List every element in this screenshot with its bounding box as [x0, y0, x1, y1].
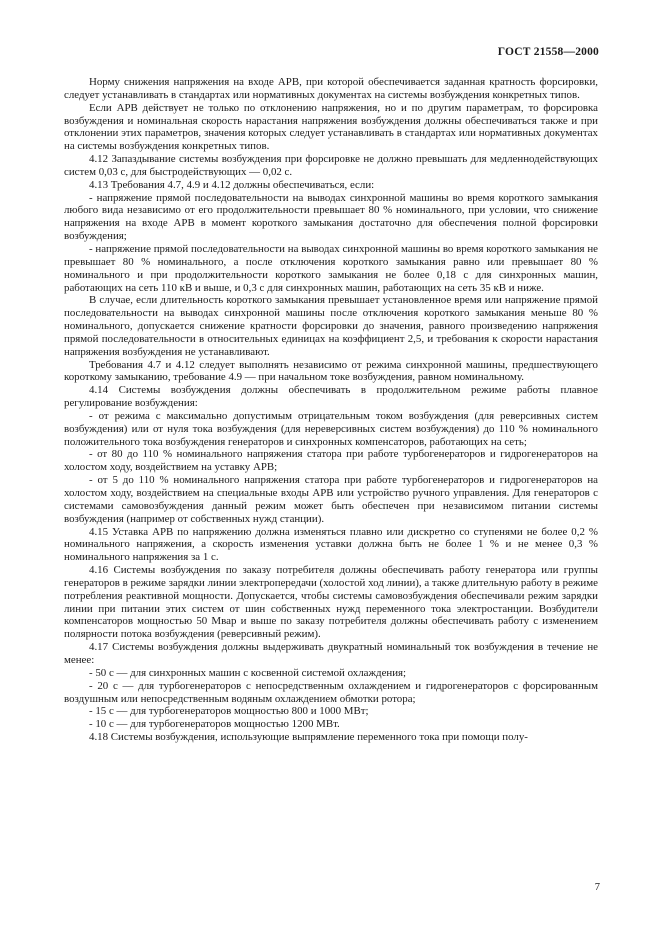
- document-header: ГОСТ 21558—2000: [497, 46, 599, 58]
- paragraph: 4.13 Требования 4.7, 4.9 и 4.12 должны обеспечиваться, если:: [89, 178, 375, 191]
- paragraph: 4.12 Запаздывание системы возбуждения при форсировке не должно превышать для медленнодействующих систем 0,03 с, для быстродействующих — 0,02 с.: [64, 153, 598, 178]
- list-item: - от 5 до 110 % номинального напряжения статора при работе турбогенераторов и гидрогенераторов на холостом ходу, воздействием на специальные входы АРВ или устройство ручного управления. Для генераторов с системами самовозбуждения данный режим может быть обеспечен при независимом питании системы возбуждения (например от собственных нужд станции).: [64, 474, 598, 525]
- list-item: - напряжение прямой последовательности на выводах синхронной машины во время короткого замыкания любого вида независимо от его продолжительности превышает 80 % номинального, при условии, что снижение напряжения на входе АРВ в момент короткого замыкания достаточно для обеспечения полной форсировки возбуждения;: [64, 191, 598, 243]
- paragraph: 4.16 Системы возбуждения по заказу потребителя должны обеспечивать работу генератора или группы генераторов в режиме зарядки линии электропередачи (холостой ход линии), а также длительную работу в режиме потребления реактивной мощности. Допускается, чтобы системы самовозбуждения обеспечивали режим зарядки линии при питании этих систем от шин собственных нужд переменного тока электростанции. Возбудители компенсаторов мощностью 50 Мвар и выше по заказу потребителя должны обеспечивать работу с изменением полярности потока возбуждения (реверсивный режим).: [64, 564, 598, 641]
- paragraph: 4.14 Системы возбуждения должны обеспечивать в продолжительном режиме работы плавное регулирование возбуждения:: [64, 384, 598, 410]
- list-item: - 20 с — для турбогенераторов с непосредственным охлаждением и гидрогенераторов с форсированным воздушным или непосредственным водяным охлаждением обмотки ротора;: [64, 679, 598, 705]
- list-item: - от 80 до 110 % номинального напряжения статора при работе турбогенераторов и гидрогенераторов на холостом ходу, воздействием на уставку АРВ;: [64, 448, 598, 474]
- list-item: - 15 с — для турбогенераторов мощностью 800 и 1000 МВт;: [89, 705, 369, 718]
- paragraph: 4.17 Системы возбуждения должны выдерживать двукратный номинальный ток возбуждения в течение не менее:: [64, 641, 598, 666]
- paragraph: 4.15 Уставка АРВ по напряжению должна изменяться плавно или дискретно со ступенями не более 0,2 % номинального напряжения, а скорость изменения уставки должна быть не более 1 % и не менее 0,3 % номинального напряжения за 1 с.: [64, 525, 598, 564]
- list-item: - напряжение прямой последовательности на выводах синхронной машины во время короткого замыкания не превышает 80 % номинального, а после отключения короткого замыкания равно или превышает 80 % номинального и при продолжительности короткого замыкания не более 0,18 с для синхронных машин, работающих на сеть 110 кВ и выше, и 0,3 с для синхронных машин, работающих на сеть 35 кВ и ниже.: [64, 242, 598, 294]
- paragraph: Если АРВ действует не только по отклонению напряжения, но и по другим параметрам, то форсировка возбуждения и номинальная скорость нарастания напряжения возбуждения должны обеспечиваться также и при отклонении этих параметров, значения которых следует устанавливать в стандартах или нормативных документах на системы возбуждения конкретных типов.: [64, 101, 598, 153]
- list-item: - от режима с максимально допустимым отрицательным током возбуждения (для реверсивных систем возбуждения) или от нуля тока возбуждения (для нереверсивных систем возбуждения) до 110 % номинального положительного тока возбуждения генераторов и синхронных компенсаторов, работающих на сеть;: [64, 409, 598, 448]
- body-text: [64, 76, 598, 744]
- paragraph: В случае, если длительность короткого замыкания превышает установленное время или напряжение прямой последовательности на выводах синхронной машины после отключения короткого замыкания меньше 80 % номинального, допускается снижение кратности форсировки до значения, равного произведению напряжения прямой последовательности в относительных единицах на коэффициент 2,5, и требования к скорости нарастания напряжения возбуждения не устанавливают.: [64, 294, 598, 358]
- list-item: - 50 с — для синхронных машин с косвенной системой охлаждения;: [89, 666, 407, 679]
- list-item: - 10 с — для турбогенераторов мощностью 1200 МВт.: [89, 718, 340, 731]
- paragraph: Норму снижения напряжения на входе АРВ, при которой обеспечивается заданная кратность форсировки, следует устанавливать в стандартах или нормативных документах на системы возбуждения конкретных типов.: [64, 76, 598, 101]
- page-number: 7: [594, 882, 600, 893]
- paragraph: Требования 4.7 и 4.12 следует выполнять независимо от режима синхронной машины, предшествующего короткому замыканию, требование 4.9 — при начальном токе возбуждения, равном номинальному.: [64, 358, 598, 384]
- paragraph: 4.18 Системы возбуждения, использующие выпрямление переменного тока при помощи полу-: [89, 731, 528, 744]
